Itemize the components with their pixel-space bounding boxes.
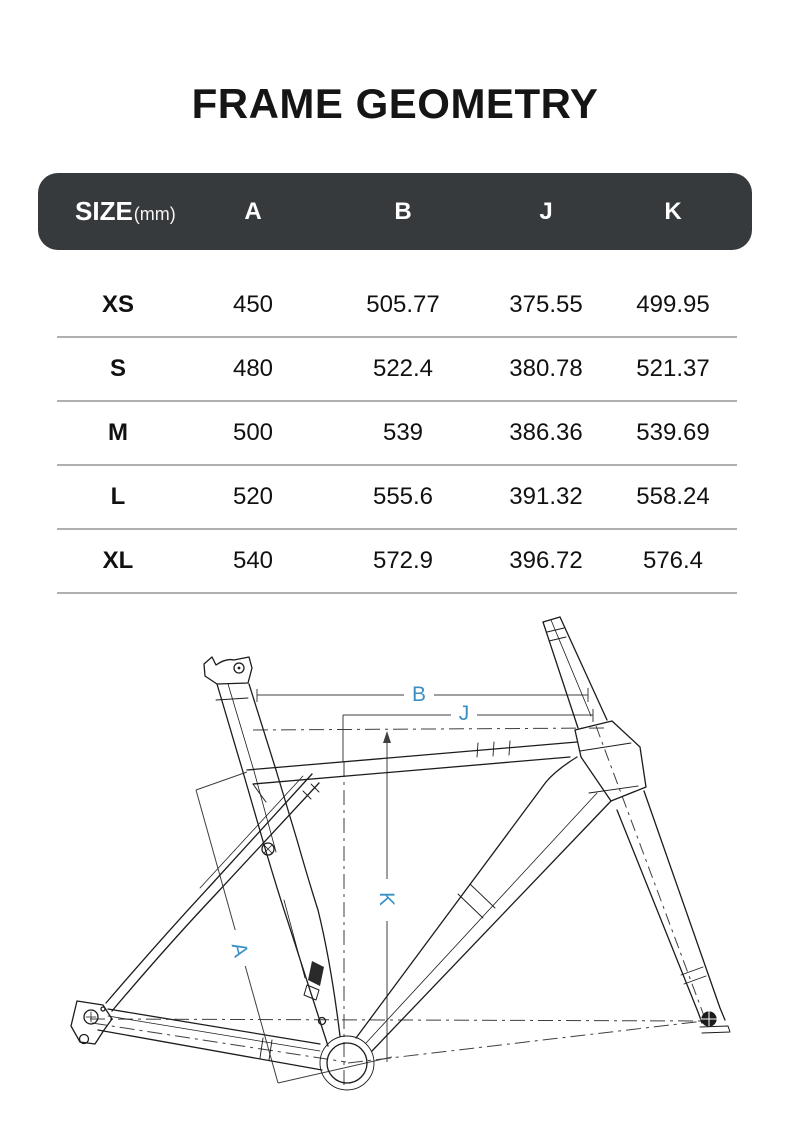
- frame-geometry-drawing: [0, 600, 790, 1131]
- label-k: K: [375, 891, 398, 907]
- value-a: 520: [232, 483, 274, 510]
- value-k: 539.69: [636, 419, 710, 446]
- value-b: 555.6: [372, 483, 434, 510]
- label-a: A: [226, 940, 253, 960]
- table-header: [38, 173, 752, 250]
- value-k: 499.95: [636, 291, 710, 318]
- value-b: 539: [382, 419, 424, 446]
- value-k: 576.4: [642, 547, 704, 574]
- value-j: 386.36: [509, 419, 583, 446]
- fd-mount: [308, 961, 324, 986]
- top-tube: [247, 742, 577, 770]
- headtop-axis: [253, 728, 608, 730]
- table-row: [38, 273, 752, 337]
- header-size: [38, 196, 198, 227]
- header-col-j: J: [539, 197, 553, 225]
- value-b: 505.77: [366, 291, 440, 318]
- value-a: 480: [232, 355, 274, 382]
- value-b: 572.9: [372, 547, 434, 574]
- page-title: FRAME GEOMETRY: [191, 80, 599, 127]
- table-row: [38, 465, 752, 529]
- bike-frame: [71, 617, 730, 1090]
- table-row: [38, 529, 752, 593]
- value-b: 522.4: [372, 355, 434, 382]
- value-a: 500: [232, 419, 274, 446]
- seat-stays: [106, 774, 312, 1003]
- bb-to-front-axle: [348, 1021, 704, 1063]
- head-tube: [575, 721, 646, 801]
- value-a: 540: [232, 547, 274, 574]
- saddle-clamp: [204, 657, 252, 684]
- table-row: [38, 337, 752, 401]
- rear-dropout: [71, 1001, 112, 1044]
- fork: [617, 810, 702, 1023]
- chain-stays: [108, 1009, 320, 1044]
- value-j: 380.78: [509, 355, 583, 382]
- value-k: 521.37: [636, 355, 710, 382]
- value-j: 375.55: [509, 291, 583, 318]
- header-size-label: SIZE: [75, 196, 133, 226]
- size-value: L: [110, 483, 126, 510]
- value-a: 450: [232, 291, 274, 318]
- table-row: [38, 401, 752, 465]
- geometry-table-body: [38, 250, 752, 593]
- label-j: J: [458, 702, 470, 725]
- size-value: M: [108, 419, 128, 446]
- value-k: 558.24: [636, 483, 710, 510]
- bottom-bracket: [327, 1043, 367, 1083]
- size-value: S: [109, 355, 126, 382]
- value-j: 396.72: [509, 547, 583, 574]
- seat-mast: [217, 684, 243, 772]
- label-b: B: [411, 683, 427, 706]
- header-col-a: A: [244, 197, 262, 225]
- size-value: XS: [101, 291, 134, 318]
- header-col-b: B: [394, 197, 412, 225]
- value-j: 391.32: [509, 483, 583, 510]
- header-col-k: K: [664, 197, 682, 225]
- size-value: XL: [102, 547, 134, 574]
- header-size-unit: (mm): [133, 204, 176, 224]
